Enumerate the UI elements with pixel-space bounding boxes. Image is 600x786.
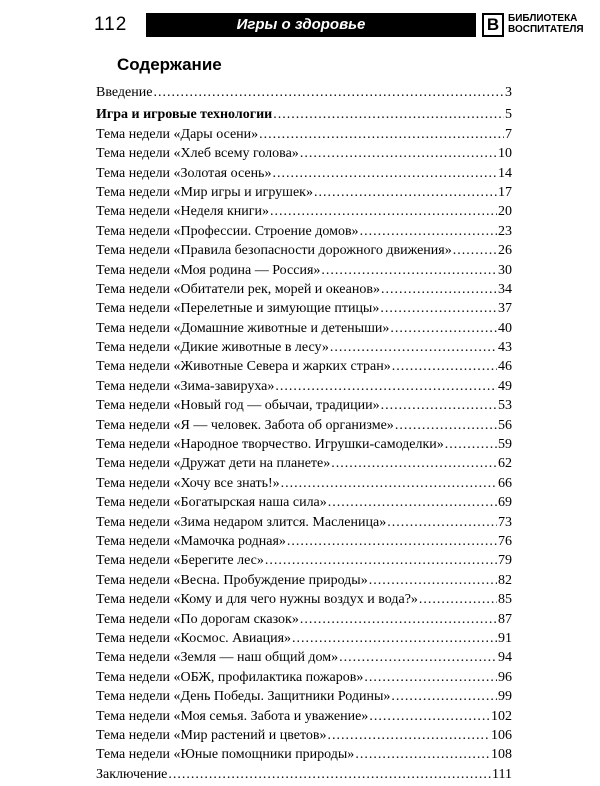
toc-entry-page: 85 — [498, 592, 512, 608]
toc-dot-leader — [273, 107, 504, 123]
toc-entry-page: 66 — [498, 475, 512, 491]
toc-entry-page: 43 — [498, 340, 512, 356]
toc-entry-label: Тема недели «Моя семья. Забота и уважение» — [96, 708, 369, 724]
toc-entry-page: 40 — [498, 320, 512, 336]
toc-dot-leader — [331, 456, 497, 472]
toc-entry-label: Тема недели «Новый год — обычаи, традиции» — [96, 398, 380, 414]
toc-entry-page: 82 — [498, 572, 512, 588]
toc-entry-label: Тема недели «Зима-завируха» — [96, 378, 275, 394]
series-logo-icon: В — [482, 13, 504, 37]
toc-entry-label: Тема недели «Дары осени» — [96, 126, 259, 142]
toc-dot-leader — [369, 709, 490, 725]
toc-dot-leader — [364, 670, 497, 686]
toc-dot-leader — [328, 728, 491, 744]
toc-entry — [96, 127, 512, 146]
toc-entry-page: 111 — [492, 766, 512, 782]
toc-entry-page: 102 — [491, 708, 512, 724]
toc-entry-label: Тема недели «День Победы. Защитники Родины» — [96, 689, 391, 705]
toc-entry-page: 53 — [498, 398, 512, 414]
toc-entry-label: Заключение — [96, 766, 168, 782]
toc-dot-leader — [369, 573, 497, 589]
toc-dot-leader — [392, 359, 497, 375]
toc-dot-leader — [281, 476, 497, 492]
toc-entry — [96, 398, 512, 417]
toc-entry-page: 56 — [498, 417, 512, 433]
toc-entry-page: 76 — [498, 533, 512, 549]
toc-entry-label: Тема недели «Дикие животные в лесу» — [96, 340, 329, 356]
toc-entry-label: Тема недели «Мамочка родная» — [96, 533, 286, 549]
toc-entry-page: 3 — [505, 85, 512, 100]
toc-entry-label: Тема недели «Богатырская наша сила» — [96, 495, 327, 511]
toc-entry-page: 7 — [505, 126, 512, 142]
toc-entry-label: Тема недели «Мир игры и игрушек» — [96, 184, 313, 200]
toc-entry — [96, 534, 512, 553]
toc-entry-page: 59 — [498, 437, 512, 453]
toc-entry — [96, 476, 512, 495]
toc-entry-label: Тема недели «Профессии. Строение домов» — [96, 223, 359, 239]
toc-entry — [96, 650, 512, 669]
toc-entry-page: 26 — [498, 243, 512, 259]
toc-dot-leader — [390, 321, 497, 337]
toc-entry-label: Введение — [96, 85, 153, 100]
toc-entry — [96, 359, 512, 378]
toc-dot-leader — [292, 631, 497, 647]
toc-dot-leader — [314, 185, 497, 201]
toc-entry-page: 62 — [498, 456, 512, 472]
toc-dot-leader — [381, 398, 497, 414]
toc-entry-page: 108 — [491, 747, 512, 763]
toc-entry-label: Тема недели «Кому и для чего нужны воздух и вода?» — [96, 592, 418, 608]
toc-entry — [96, 85, 512, 104]
toc-entry-page: 30 — [498, 262, 512, 278]
toc-entry-label: Тема недели «Животные Севера и жарких стран» — [96, 359, 391, 375]
toc-entry-page: 69 — [498, 495, 512, 511]
toc-dot-leader — [275, 379, 497, 395]
toc-entry — [96, 612, 512, 631]
toc-dot-leader — [419, 592, 497, 608]
toc-entry-label: Тема недели «Дружат дети на планете» — [96, 456, 331, 472]
toc-entry — [96, 728, 512, 747]
toc-entry-page: 49 — [498, 378, 512, 394]
toc-dot-leader — [272, 166, 497, 182]
toc-entry — [96, 767, 512, 786]
toc-entry-label: Тема недели «Я — человек. Забота об организме» — [96, 417, 394, 433]
toc-dot-leader — [168, 767, 491, 783]
toc-entry-label: Тема недели «Моя родина — Россия» — [96, 262, 321, 278]
toc-entry — [96, 418, 512, 437]
toc-entry — [96, 709, 512, 728]
toc-entry-page: 87 — [498, 611, 512, 627]
toc-entry-page: 23 — [498, 223, 512, 239]
running-title: Игры о здоровье — [236, 16, 366, 33]
toc-entry — [96, 553, 512, 572]
running-title-banner — [146, 13, 476, 37]
toc-entry-page: 96 — [498, 669, 512, 685]
toc-entry-page: 46 — [498, 359, 512, 375]
toc-entry — [96, 301, 512, 320]
toc-entry-label: Тема недели «Обитатели рек, морей и океанов» — [96, 281, 380, 297]
toc-entry — [96, 185, 512, 204]
toc-dot-leader — [300, 146, 497, 162]
toc-entry — [96, 321, 512, 340]
toc-entry-label: Тема недели «ОБЖ, профилактика пожаров» — [96, 669, 364, 685]
toc-entry-label: Тема недели «По дорогам сказок» — [96, 611, 299, 627]
toc-entry — [96, 379, 512, 398]
toc-dot-leader — [339, 650, 497, 666]
toc-entry-page: 79 — [498, 553, 512, 569]
series-name-line2: ВОСПИТАТЕЛЯ — [508, 24, 584, 35]
toc-title: Содержание — [117, 55, 222, 74]
toc-entry — [96, 670, 512, 689]
toc-entry-label: Тема недели «Мир растений и цветов» — [96, 727, 327, 743]
toc-dot-leader — [287, 534, 497, 550]
toc-entry — [96, 592, 512, 611]
toc-entry — [96, 437, 512, 456]
toc-dot-leader — [265, 553, 497, 569]
series-name — [508, 13, 584, 35]
toc-dot-leader — [453, 243, 497, 259]
toc-entry-label: Тема недели «Золотая осень» — [96, 165, 272, 181]
toc-entry — [96, 263, 512, 282]
toc-entry-page: 34 — [498, 281, 512, 297]
toc-dot-leader — [381, 282, 497, 298]
toc-entry — [96, 340, 512, 359]
toc-entry-label: Тема недели «Земля — наш общий дом» — [96, 650, 339, 666]
series-name-line1: БИБЛИОТЕКА — [508, 13, 578, 24]
toc-entry — [96, 224, 512, 243]
toc-entry — [96, 689, 512, 708]
toc-dot-leader — [153, 85, 504, 101]
toc-dot-leader — [360, 224, 497, 240]
toc-entry — [96, 573, 512, 592]
toc-entry — [96, 166, 512, 185]
toc-entry — [96, 146, 512, 165]
toc-entry-label: Тема недели «Хлеб всему голова» — [96, 146, 299, 162]
toc-dot-leader — [330, 340, 497, 356]
toc-entry-page: 10 — [498, 146, 512, 162]
toc-entry-label: Тема недели «Перелетные и зимующие птицы» — [96, 301, 380, 317]
toc-entry — [96, 631, 512, 650]
toc-entry-page: 20 — [498, 204, 512, 220]
toc-entry-page: 73 — [498, 514, 512, 530]
toc-entry-page: 37 — [498, 301, 512, 317]
toc-entry-label: Тема недели «Народное творчество. Игрушки-самоделки» — [96, 437, 444, 453]
toc-entry-page: 99 — [498, 689, 512, 705]
toc-dot-leader — [391, 689, 497, 705]
page-header — [94, 10, 584, 44]
toc-entry — [96, 282, 512, 301]
toc-dot-leader — [380, 301, 497, 317]
toc-entry — [96, 107, 512, 126]
toc-entry — [96, 204, 512, 223]
toc-dot-leader — [445, 437, 497, 453]
toc-list — [96, 85, 512, 786]
toc-entry-page: 14 — [498, 165, 512, 181]
toc-entry — [96, 747, 512, 766]
toc-entry-page: 5 — [505, 107, 512, 123]
toc-entry — [96, 243, 512, 262]
toc-dot-leader — [395, 418, 497, 434]
toc-entry-label: Тема недели «Хочу все знать!» — [96, 475, 280, 491]
toc-entry-label: Тема недели «Зима недаром злится. Масленица» — [96, 514, 387, 530]
page-number: 112 — [94, 14, 128, 35]
toc-dot-leader — [300, 612, 497, 628]
toc-entry-label: Тема недели «Домашние животные и детеныши» — [96, 320, 390, 336]
toc-entry-label: Тема недели «Юные помощники природы» — [96, 747, 355, 763]
toc-entry — [96, 515, 512, 534]
toc-entry-page: 94 — [498, 650, 512, 666]
toc-entry-page: 17 — [498, 184, 512, 200]
toc-dot-leader — [270, 204, 497, 220]
toc-entry-label: Тема недели «Космос. Авиация» — [96, 630, 292, 646]
toc-entry-label: Тема недели «Неделя книги» — [96, 204, 269, 220]
toc-entry-label: Игра и игровые технологии — [96, 107, 273, 123]
toc-entry-label: Тема недели «Правила безопасности дорожного движения» — [96, 243, 452, 259]
toc-dot-leader — [321, 263, 497, 279]
toc-entry-label: Тема недели «Весна. Пробуждение природы» — [96, 572, 368, 588]
toc-entry-page: 91 — [498, 630, 512, 646]
toc-entry — [96, 456, 512, 475]
toc-dot-leader — [387, 515, 497, 531]
toc-entry-label: Тема недели «Берегите лес» — [96, 553, 264, 569]
toc-dot-leader — [259, 127, 504, 143]
toc-entry — [96, 495, 512, 514]
toc-dot-leader — [328, 495, 497, 511]
toc-entry-page: 106 — [491, 727, 512, 743]
